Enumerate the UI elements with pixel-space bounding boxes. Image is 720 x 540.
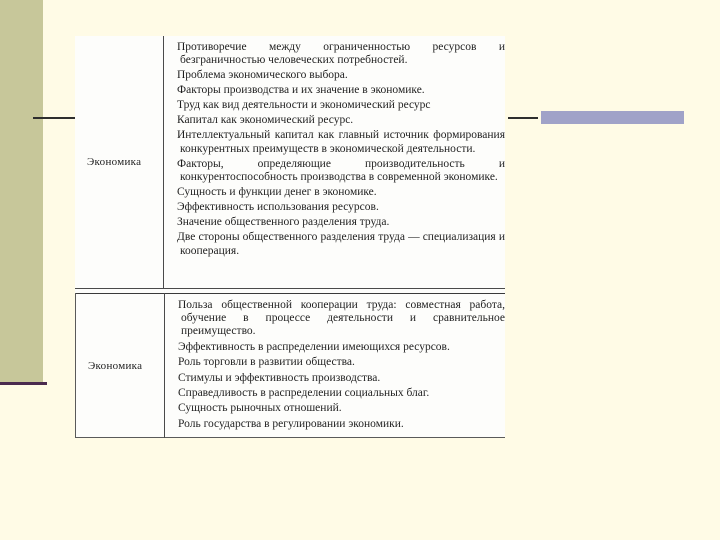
topic-cell — [76, 294, 165, 438]
list-item: Польза общественной кооперации труда: совместная работа, обучение в процессе деятельности и сравнительное преимущество. — [178, 299, 505, 338]
items-cell — [164, 36, 506, 289]
list-item: Сущность и функции денег в экономике. — [177, 186, 377, 199]
economics-table-2 — [75, 293, 505, 438]
list-item: Эффективность в распределении имеющихся ресурсов. — [178, 340, 450, 353]
right-title-rule — [508, 117, 538, 119]
list-item: Эффективность использования ресурсов. — [177, 201, 379, 214]
list-item: Роль торговли в развитии общества. — [178, 356, 355, 369]
list-item: Интеллектуальный капитал как главный источник формирования конкурентных преимуществ в экономической деятельности. — [177, 129, 505, 155]
band-bottom-line — [0, 382, 47, 385]
scanned-document — [75, 36, 505, 438]
list-item: Проблема экономического выбора. — [177, 69, 348, 82]
list-item: Противоречие между ограниченностью ресурсов и безграничностью человеческих потребностей. — [177, 41, 505, 67]
left-title-rule — [33, 117, 81, 119]
left-decorative-band — [0, 0, 43, 382]
list-item: Факторы, определяющие производительность и конкурентоспособность производства в современной экономике. — [177, 157, 505, 184]
list-item: Факторы производства и их значение в экономике. — [177, 84, 425, 97]
items-cell — [165, 294, 506, 438]
list-item: Две стороны общественного разделения труда — специализация и кооперация. — [177, 231, 505, 257]
list-item: Роль государства в регулировании экономики. — [178, 417, 404, 430]
topic-label: Экономика — [88, 359, 143, 372]
list-item: Труд как вид деятельности и экономический ресурс — [177, 99, 431, 112]
list-item: Капитал как экономический ресурс. — [177, 114, 354, 127]
accent-bar — [541, 111, 684, 124]
list-item: Значение общественного разделения труда. — [177, 216, 390, 229]
list-item: Справедливость в распределении социальных благ. — [178, 386, 430, 399]
topic-label: Экономика — [87, 156, 142, 168]
list-item: Сущность рыночных отношений. — [178, 402, 342, 415]
economics-table-1 — [75, 36, 505, 289]
topic-cell — [75, 36, 164, 289]
list-item: Стимулы и эффективность производства. — [178, 371, 381, 384]
